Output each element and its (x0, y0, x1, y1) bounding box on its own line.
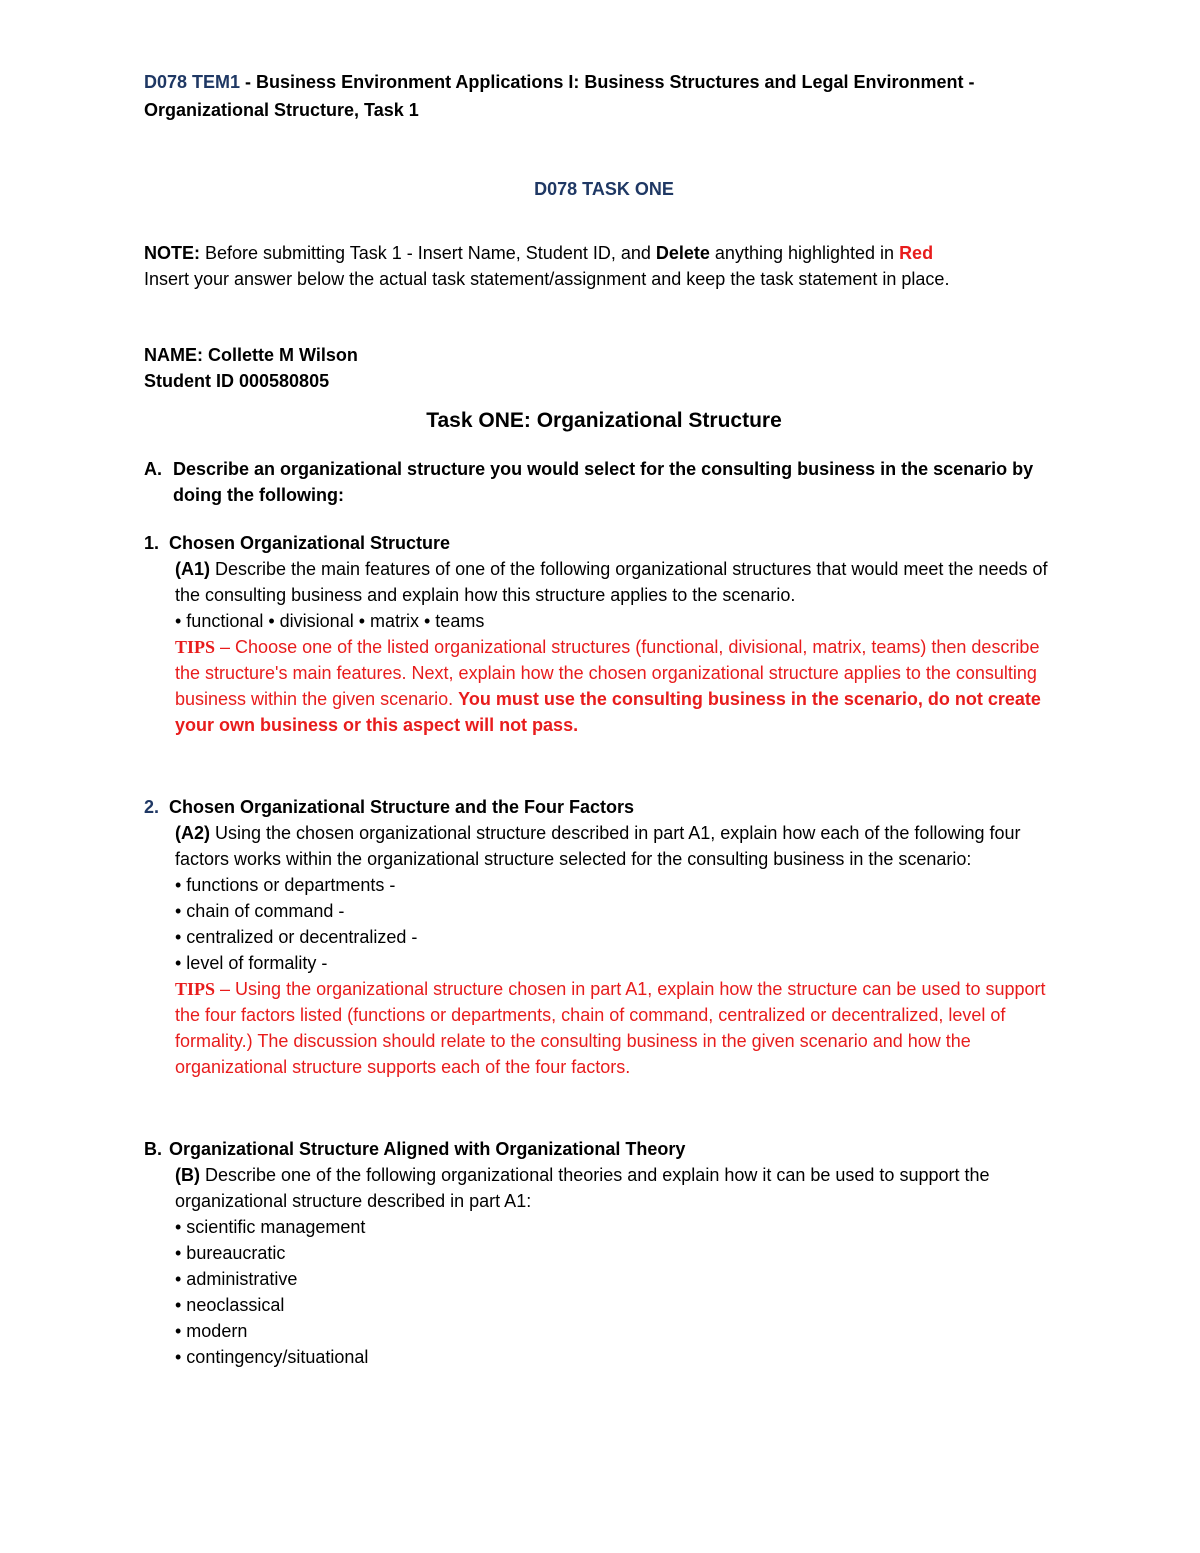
section-b-label: B. (144, 1139, 162, 1159)
note-text-2: anything highlighted in (709, 243, 900, 263)
item-2-number: 2. (144, 797, 160, 817)
item-1-title: Chosen Organizational Structure (169, 533, 451, 553)
note-label: NOTE: (144, 243, 200, 263)
student-name: NAME: Collette M Wilson (144, 345, 358, 365)
student-id: Student ID 000580805 (144, 371, 330, 391)
item-2-tips-text: – Using the organizational structure chosen in part A1, explain how the structure can be used to support the four factors listed (functions or departments, chain of command, centralized or decentralized, level of formality.) The discussion should relate to the consulting business in the given scenario and how the organizational structure supports each of the four factors. (175, 979, 1046, 1077)
section-b-bullet: • contingency/situational (175, 1347, 369, 1367)
section-b-code: (B) (175, 1165, 200, 1185)
item-1-number: 1. (144, 533, 160, 553)
note-block (144, 240, 1064, 292)
course-code: D078 TEM1 (144, 72, 241, 92)
item-2-bullet: • centralized or decentralized - (175, 927, 418, 947)
item-2-bullet: • functions or departments - (175, 875, 396, 895)
student-info (144, 342, 1064, 394)
section-b-body-text: Describe one of the following organizational theories and explain how it can be used to support the organizational structure described in part A1: (175, 1165, 990, 1211)
note-delete: Delete (655, 243, 710, 263)
note-line-2: Insert your answer below the actual task statement/assignment and keep the task statement in place. (144, 269, 950, 289)
item-1-tips-bold: You must use the consulting business in the scenario, do not create your own business or this aspect will not pass. (175, 689, 1041, 735)
note-text: Before submitting Task 1 - Insert Name, Student ID, and (200, 243, 656, 263)
section-a-label: A. (144, 459, 162, 479)
item-1-body-text: Describe the main features of one of the following organizational structures that would meet the needs of the consulting business and explain how this structure applies to the scenario. (175, 559, 1048, 605)
item-1-tips (175, 634, 1064, 738)
section-b-bullet: • bureaucratic (175, 1243, 286, 1263)
document-page (144, 68, 1064, 1370)
item-1-tips-label: TIPS (175, 637, 216, 657)
section-b-heading (144, 1136, 1064, 1162)
item-1-tips-text: – Choose one of the listed organizational structures (functional, divisional, matrix, teams) then describe the structure's main features. Next, explain how the chosen organizational structure applies to the consulting business within the given scenario. (175, 637, 1040, 709)
section-b-bullet: • modern (175, 1321, 248, 1341)
section-b-bullet: • administrative (175, 1269, 298, 1289)
section-b-bullet: • neoclassical (175, 1295, 285, 1315)
section-b-body (175, 1162, 1064, 1214)
item-2-body-text: Using the chosen organizational structure described in part A1, explain how each of the following four factors works within the organizational structure selected for the consulting business in the scenario: (175, 823, 1021, 869)
item-2-title: Chosen Organizational Structure and the Four Factors (169, 797, 635, 817)
item-1-heading (144, 530, 1064, 556)
item-1-body (175, 556, 1064, 608)
item-1-options: • functional • divisional • matrix • teams (175, 611, 485, 631)
item-2-tips-label: TIPS (175, 979, 216, 999)
item-2-tips (175, 976, 1064, 1080)
item-1 (144, 530, 1064, 738)
section-b-bullet: • scientific management (175, 1217, 366, 1237)
document-title: D078 TASK ONE (534, 179, 674, 199)
section-a-text: Describe an organizational structure you would select for the consulting business in the scenario by doing the following: (173, 459, 1034, 505)
item-2-bullet: • chain of command - (175, 901, 345, 921)
item-2-bullet: • level of formality - (175, 953, 328, 973)
item-2-code: (A2) (175, 823, 210, 843)
item-2-body (175, 820, 1064, 872)
course-header (144, 68, 1064, 124)
note-red: Red (899, 243, 934, 263)
section-a-heading (144, 456, 1064, 508)
item-2-heading (144, 794, 1064, 820)
section-b (144, 1136, 1064, 1370)
item-1-code: (A1) (175, 559, 210, 579)
task-title: Task ONE: Organizational Structure (426, 409, 782, 432)
section-b-title: Organizational Structure Aligned with Organizational Theory (169, 1139, 686, 1159)
item-2 (144, 794, 1064, 1080)
course-header-text: - Business Environment Applications I: Business Structures and Legal Environment - Organizational Structure, Task 1 (144, 72, 975, 120)
